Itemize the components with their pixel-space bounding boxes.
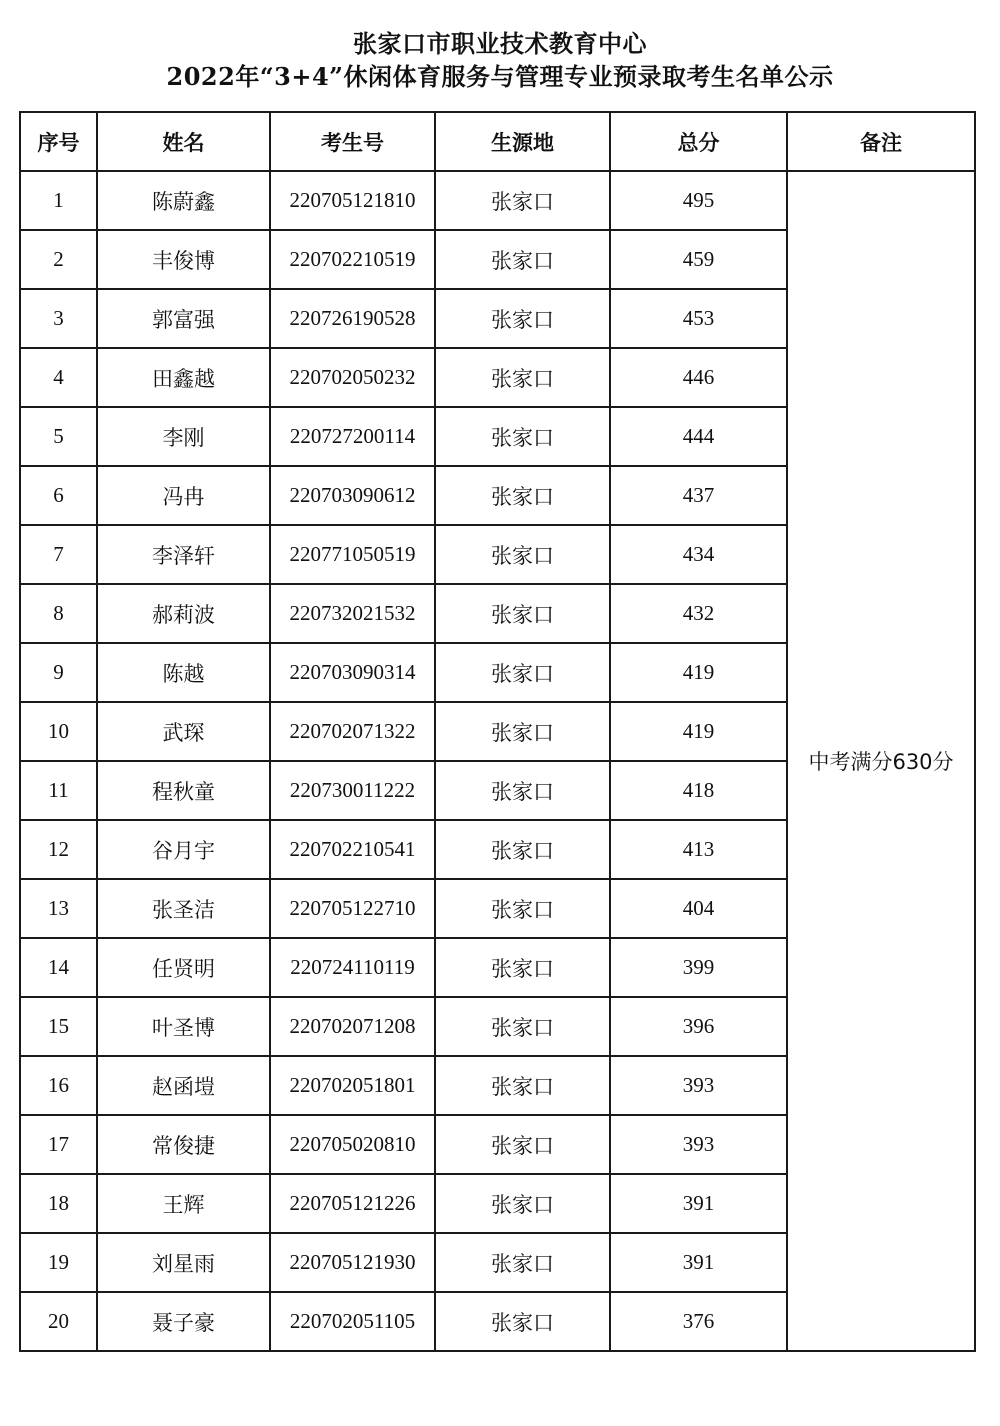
cell-name: 丰俊博 xyxy=(97,230,270,289)
header-origin: 生源地 xyxy=(435,112,610,171)
cell-total-score: 419 xyxy=(610,702,787,761)
cell-serial: 6 xyxy=(20,466,97,525)
cell-exam-id: 220702071208 xyxy=(270,997,435,1056)
cell-serial: 3 xyxy=(20,289,97,348)
cell-exam-id: 220727200114 xyxy=(270,407,435,466)
cell-name: 常俊捷 xyxy=(97,1115,270,1174)
cell-serial: 4 xyxy=(20,348,97,407)
cell-origin: 张家口 xyxy=(435,997,610,1056)
cell-total-score: 437 xyxy=(610,466,787,525)
cell-name: 李泽轩 xyxy=(97,525,270,584)
cell-serial: 8 xyxy=(20,584,97,643)
cell-total-score: 391 xyxy=(610,1233,787,1292)
cell-remark: 中考满分630分 xyxy=(787,171,975,1351)
cell-total-score: 418 xyxy=(610,761,787,820)
cell-origin: 张家口 xyxy=(435,879,610,938)
cell-origin: 张家口 xyxy=(435,938,610,997)
cell-serial: 10 xyxy=(20,702,97,761)
cell-origin: 张家口 xyxy=(435,1233,610,1292)
cell-exam-id: 220702210541 xyxy=(270,820,435,879)
cell-exam-id: 220702050232 xyxy=(270,348,435,407)
cell-total-score: 376 xyxy=(610,1292,787,1351)
cell-exam-id: 220703090314 xyxy=(270,643,435,702)
cell-total-score: 446 xyxy=(610,348,787,407)
cell-name: 陈越 xyxy=(97,643,270,702)
header-total-score: 总分 xyxy=(610,112,787,171)
cell-exam-id: 220705121930 xyxy=(270,1233,435,1292)
cell-origin: 张家口 xyxy=(435,525,610,584)
cell-total-score: 453 xyxy=(610,289,787,348)
cell-origin: 张家口 xyxy=(435,820,610,879)
cell-total-score: 432 xyxy=(610,584,787,643)
header-exam-id: 考生号 xyxy=(270,112,435,171)
cell-total-score: 399 xyxy=(610,938,787,997)
cell-exam-id: 220705121810 xyxy=(270,171,435,230)
cell-total-score: 413 xyxy=(610,820,787,879)
cell-name: 张圣洁 xyxy=(97,879,270,938)
cell-origin: 张家口 xyxy=(435,1115,610,1174)
cell-exam-id: 220724110119 xyxy=(270,938,435,997)
cell-serial: 5 xyxy=(20,407,97,466)
cell-exam-id: 220705020810 xyxy=(270,1115,435,1174)
cell-origin: 张家口 xyxy=(435,1056,610,1115)
header-remark: 备注 xyxy=(787,112,975,171)
cell-total-score: 396 xyxy=(610,997,787,1056)
cell-name: 谷月宇 xyxy=(97,820,270,879)
cell-exam-id: 220702051105 xyxy=(270,1292,435,1351)
cell-name: 武琛 xyxy=(97,702,270,761)
cell-origin: 张家口 xyxy=(435,230,610,289)
cell-total-score: 391 xyxy=(610,1174,787,1233)
cell-name: 李刚 xyxy=(97,407,270,466)
cell-origin: 张家口 xyxy=(435,348,610,407)
header-serial: 序号 xyxy=(20,112,97,171)
cell-total-score: 393 xyxy=(610,1056,787,1115)
cell-name: 刘星雨 xyxy=(97,1233,270,1292)
cell-serial: 9 xyxy=(20,643,97,702)
cell-total-score: 393 xyxy=(610,1115,787,1174)
cell-name: 陈蔚鑫 xyxy=(97,171,270,230)
cell-name: 冯冉 xyxy=(97,466,270,525)
cell-exam-id: 220705122710 xyxy=(270,879,435,938)
cell-exam-id: 220730011222 xyxy=(270,761,435,820)
cell-origin: 张家口 xyxy=(435,643,610,702)
cell-total-score: 495 xyxy=(610,171,787,230)
cell-origin: 张家口 xyxy=(435,584,610,643)
cell-serial: 7 xyxy=(20,525,97,584)
cell-total-score: 419 xyxy=(610,643,787,702)
table-body xyxy=(20,171,975,1351)
cell-serial: 18 xyxy=(20,1174,97,1233)
cell-name: 田鑫越 xyxy=(97,348,270,407)
cell-serial: 19 xyxy=(20,1233,97,1292)
cell-name: 聂子豪 xyxy=(97,1292,270,1351)
cell-name: 郭富强 xyxy=(97,289,270,348)
cell-exam-id: 220703090612 xyxy=(270,466,435,525)
cell-exam-id: 220702210519 xyxy=(270,230,435,289)
cell-origin: 张家口 xyxy=(435,1174,610,1233)
cell-exam-id: 220705121226 xyxy=(270,1174,435,1233)
cell-exam-id: 220702071322 xyxy=(270,702,435,761)
cell-name: 程秋童 xyxy=(97,761,270,820)
admission-table xyxy=(19,111,976,1352)
cell-name: 赵函塏 xyxy=(97,1056,270,1115)
cell-serial: 2 xyxy=(20,230,97,289)
cell-total-score: 404 xyxy=(610,879,787,938)
cell-serial: 20 xyxy=(20,1292,97,1351)
table-header-row xyxy=(20,112,975,171)
cell-name: 叶圣博 xyxy=(97,997,270,1056)
cell-origin: 张家口 xyxy=(435,289,610,348)
cell-total-score: 459 xyxy=(610,230,787,289)
cell-serial: 11 xyxy=(20,761,97,820)
cell-serial: 16 xyxy=(20,1056,97,1115)
cell-exam-id: 220771050519 xyxy=(270,525,435,584)
cell-origin: 张家口 xyxy=(435,702,610,761)
cell-origin: 张家口 xyxy=(435,1292,610,1351)
cell-name: 任贤明 xyxy=(97,938,270,997)
document-subtitle: 2022年“3+4”休闲体育服务与管理专业预录取考生名单公示 xyxy=(166,62,834,91)
cell-serial: 1 xyxy=(20,171,97,230)
document-title: 张家口市职业技术教育中心 xyxy=(353,29,647,58)
cell-name: 郝莉波 xyxy=(97,584,270,643)
cell-origin: 张家口 xyxy=(435,171,610,230)
cell-total-score: 434 xyxy=(610,525,787,584)
cell-serial: 12 xyxy=(20,820,97,879)
cell-exam-id: 220726190528 xyxy=(270,289,435,348)
cell-exam-id: 220732021532 xyxy=(270,584,435,643)
cell-serial: 13 xyxy=(20,879,97,938)
cell-origin: 张家口 xyxy=(435,407,610,466)
cell-exam-id: 220702051801 xyxy=(270,1056,435,1115)
cell-serial: 14 xyxy=(20,938,97,997)
header-name: 姓名 xyxy=(97,112,270,171)
cell-origin: 张家口 xyxy=(435,761,610,820)
cell-origin: 张家口 xyxy=(435,466,610,525)
cell-total-score: 444 xyxy=(610,407,787,466)
cell-name: 王辉 xyxy=(97,1174,270,1233)
table-row xyxy=(20,171,975,230)
cell-serial: 15 xyxy=(20,997,97,1056)
cell-serial: 17 xyxy=(20,1115,97,1174)
